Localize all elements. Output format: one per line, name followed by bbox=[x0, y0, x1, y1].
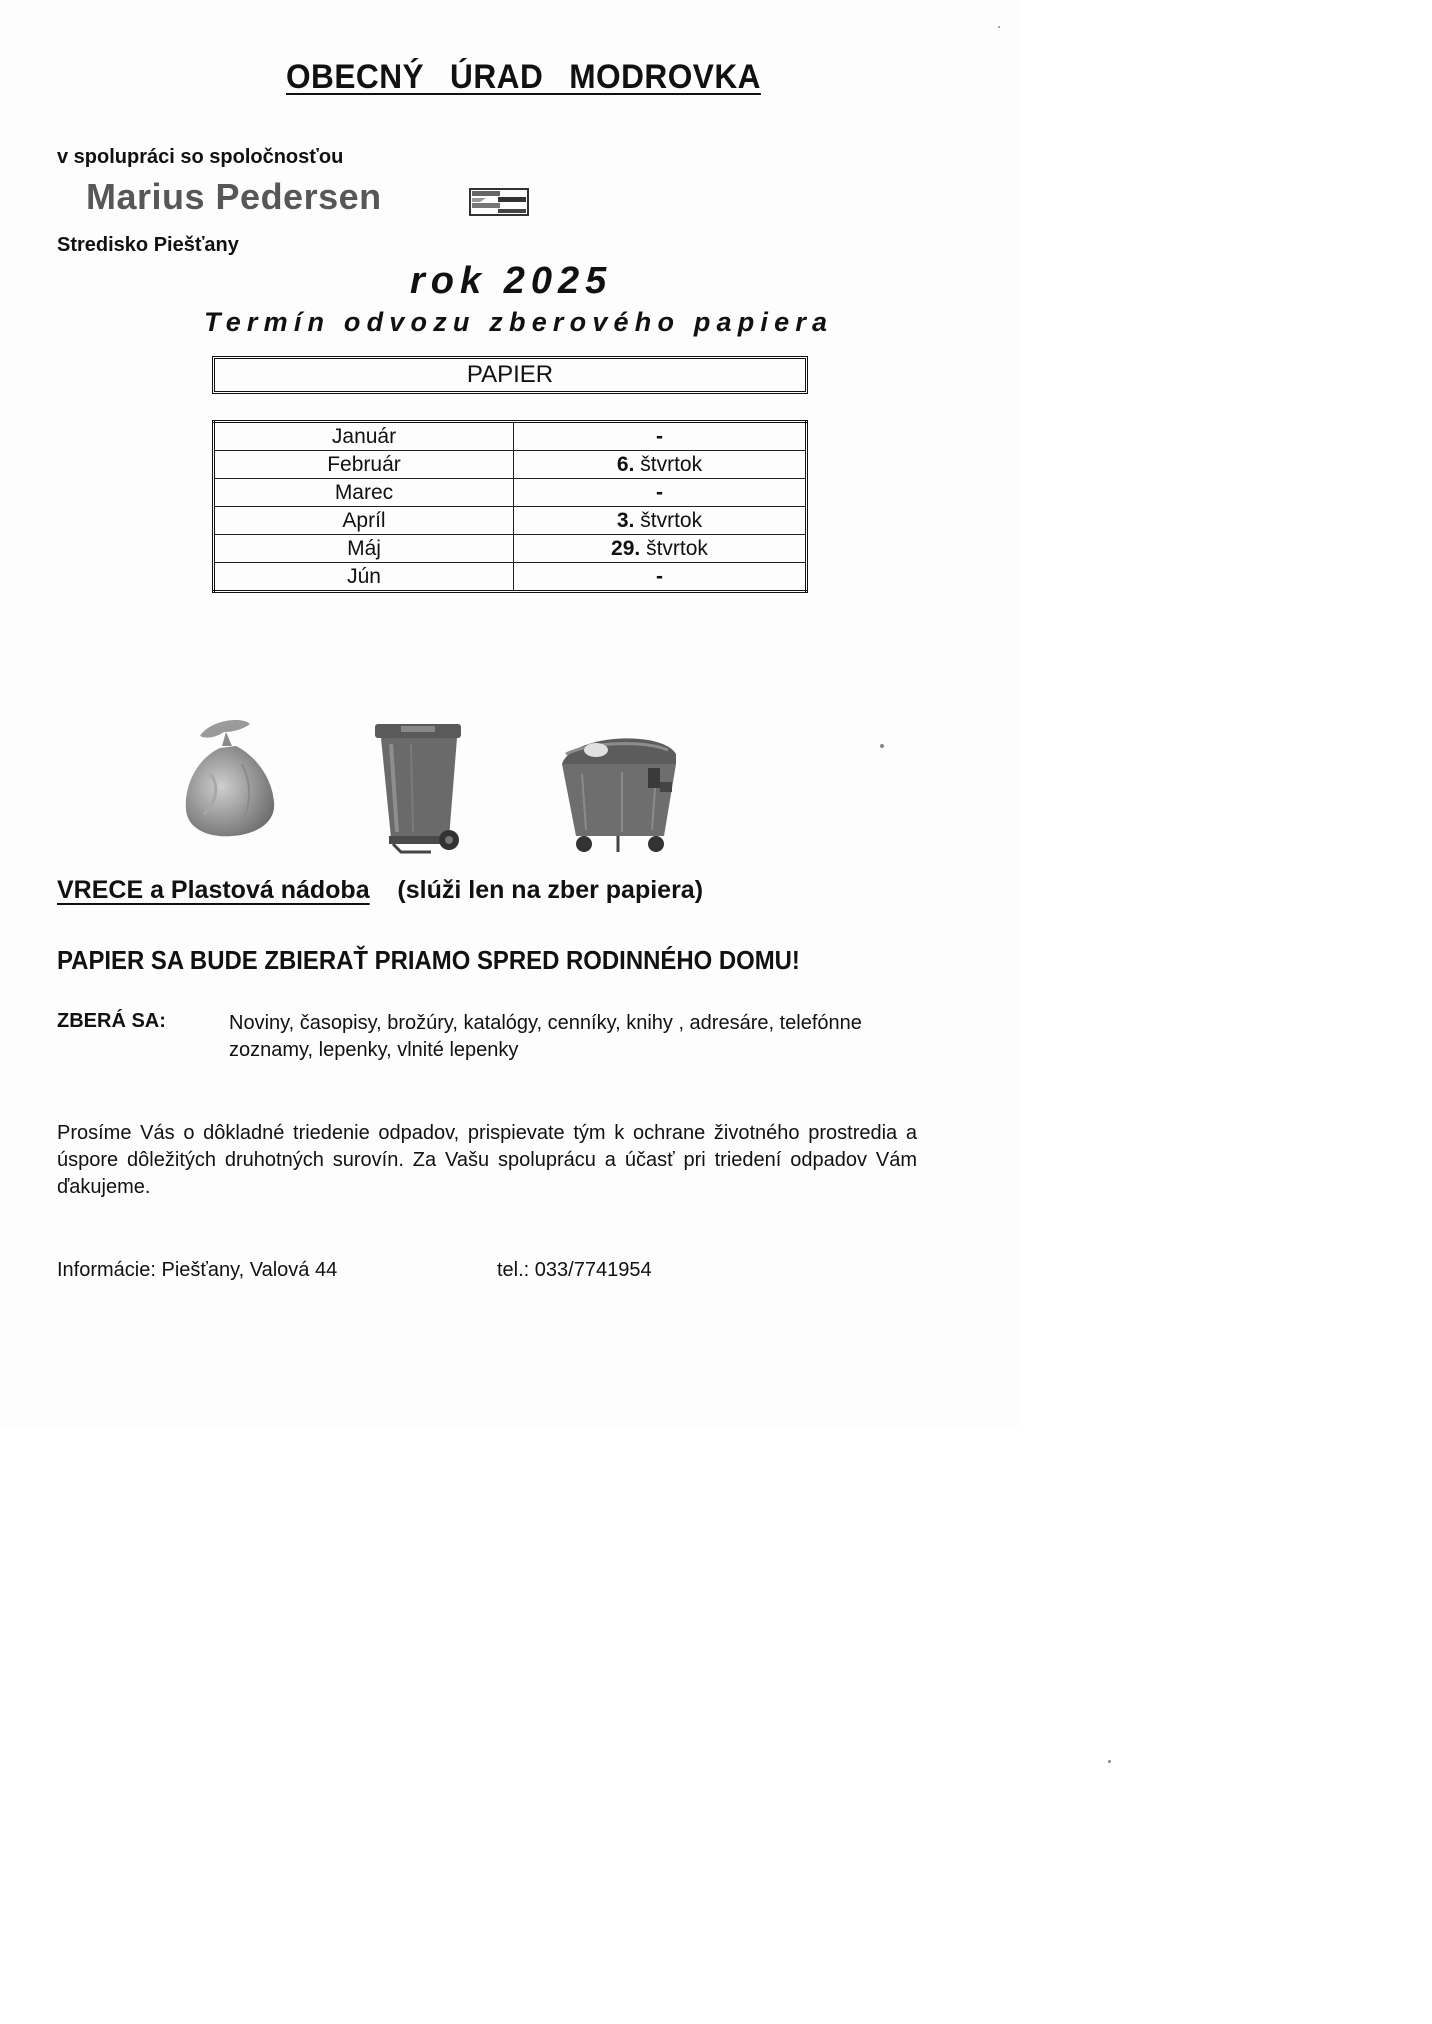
contact-phone: tel.: 033/7741954 bbox=[497, 1259, 652, 1281]
cooperation-line: v spolupráci so spoločnosťou bbox=[57, 146, 344, 168]
month-cell: Január bbox=[214, 422, 514, 451]
table-row bbox=[214, 535, 807, 563]
table-row bbox=[214, 507, 807, 535]
table-row bbox=[214, 479, 807, 507]
table-row bbox=[214, 422, 807, 451]
date-cell: 3. štvrtok bbox=[514, 507, 807, 535]
company-logo-icon bbox=[468, 185, 530, 219]
schedule-subtitle: Termín odvozu zberového papiera bbox=[204, 307, 834, 337]
year-heading: rok 2025 bbox=[410, 260, 613, 302]
schedule-table bbox=[212, 420, 808, 593]
date-cell: 29. štvrtok bbox=[514, 535, 807, 563]
container-note: (slúži len na zber papiera) bbox=[397, 876, 704, 904]
date-cell: - bbox=[514, 479, 807, 507]
collected-items-line: Noviny, časopisy, brožúry, katalógy, cenníky, knihy , adresáre, telefónne bbox=[229, 1012, 862, 1034]
collected-items-text bbox=[229, 1010, 889, 1064]
garbage-bag-icon bbox=[180, 714, 280, 840]
month-cell: Apríl bbox=[214, 507, 514, 535]
month-cell: Jún bbox=[214, 563, 514, 592]
wheelie-bin-icon bbox=[371, 720, 467, 856]
schedule-header-label: PAPIER bbox=[466, 361, 554, 388]
collection-announcement: PAPIER SA BUDE ZBIERAŤ PRIAMO SPRED RODINNÉHO DOMU! bbox=[57, 945, 800, 975]
document-title: OBECNÝ ÚRAD MODROVKA bbox=[286, 58, 761, 96]
date-cell: 6. štvrtok bbox=[514, 451, 807, 479]
month-cell: Máj bbox=[214, 535, 514, 563]
schedule-header-box bbox=[212, 356, 808, 394]
appeal-paragraph: Prosíme Vás o dôkladné triedenie odpadov, prispievate tým k ochrane životného prostredia a úspore dôležitých druhotných surovín. Za Vašu spoluprácu a účasť pri triedení odpadov Vám ďakujeme. bbox=[57, 1122, 917, 1198]
container-types bbox=[57, 876, 703, 905]
collected-items-line: zoznamy, lepenky, vlnité lepenky bbox=[229, 1039, 519, 1061]
scan-speck bbox=[880, 744, 884, 748]
month-cell: Marec bbox=[214, 479, 514, 507]
waste-container-icon bbox=[552, 724, 684, 860]
table-row bbox=[214, 451, 807, 479]
scan-speck bbox=[998, 26, 1000, 28]
container-types-label: VRECE a Plastová nádoba bbox=[57, 876, 370, 904]
company-name: Marius Pedersen bbox=[86, 176, 382, 217]
contact-address: Informácie: Piešťany, Valová 44 bbox=[57, 1259, 338, 1281]
scan-speck bbox=[1108, 1760, 1111, 1763]
date-cell: - bbox=[514, 422, 807, 451]
date-cell: - bbox=[514, 563, 807, 592]
table-row bbox=[214, 563, 807, 592]
center-name: Stredisko Piešťany bbox=[57, 234, 239, 256]
month-cell: Február bbox=[214, 451, 514, 479]
collected-items-label: ZBERÁ SA: bbox=[57, 1010, 166, 1032]
